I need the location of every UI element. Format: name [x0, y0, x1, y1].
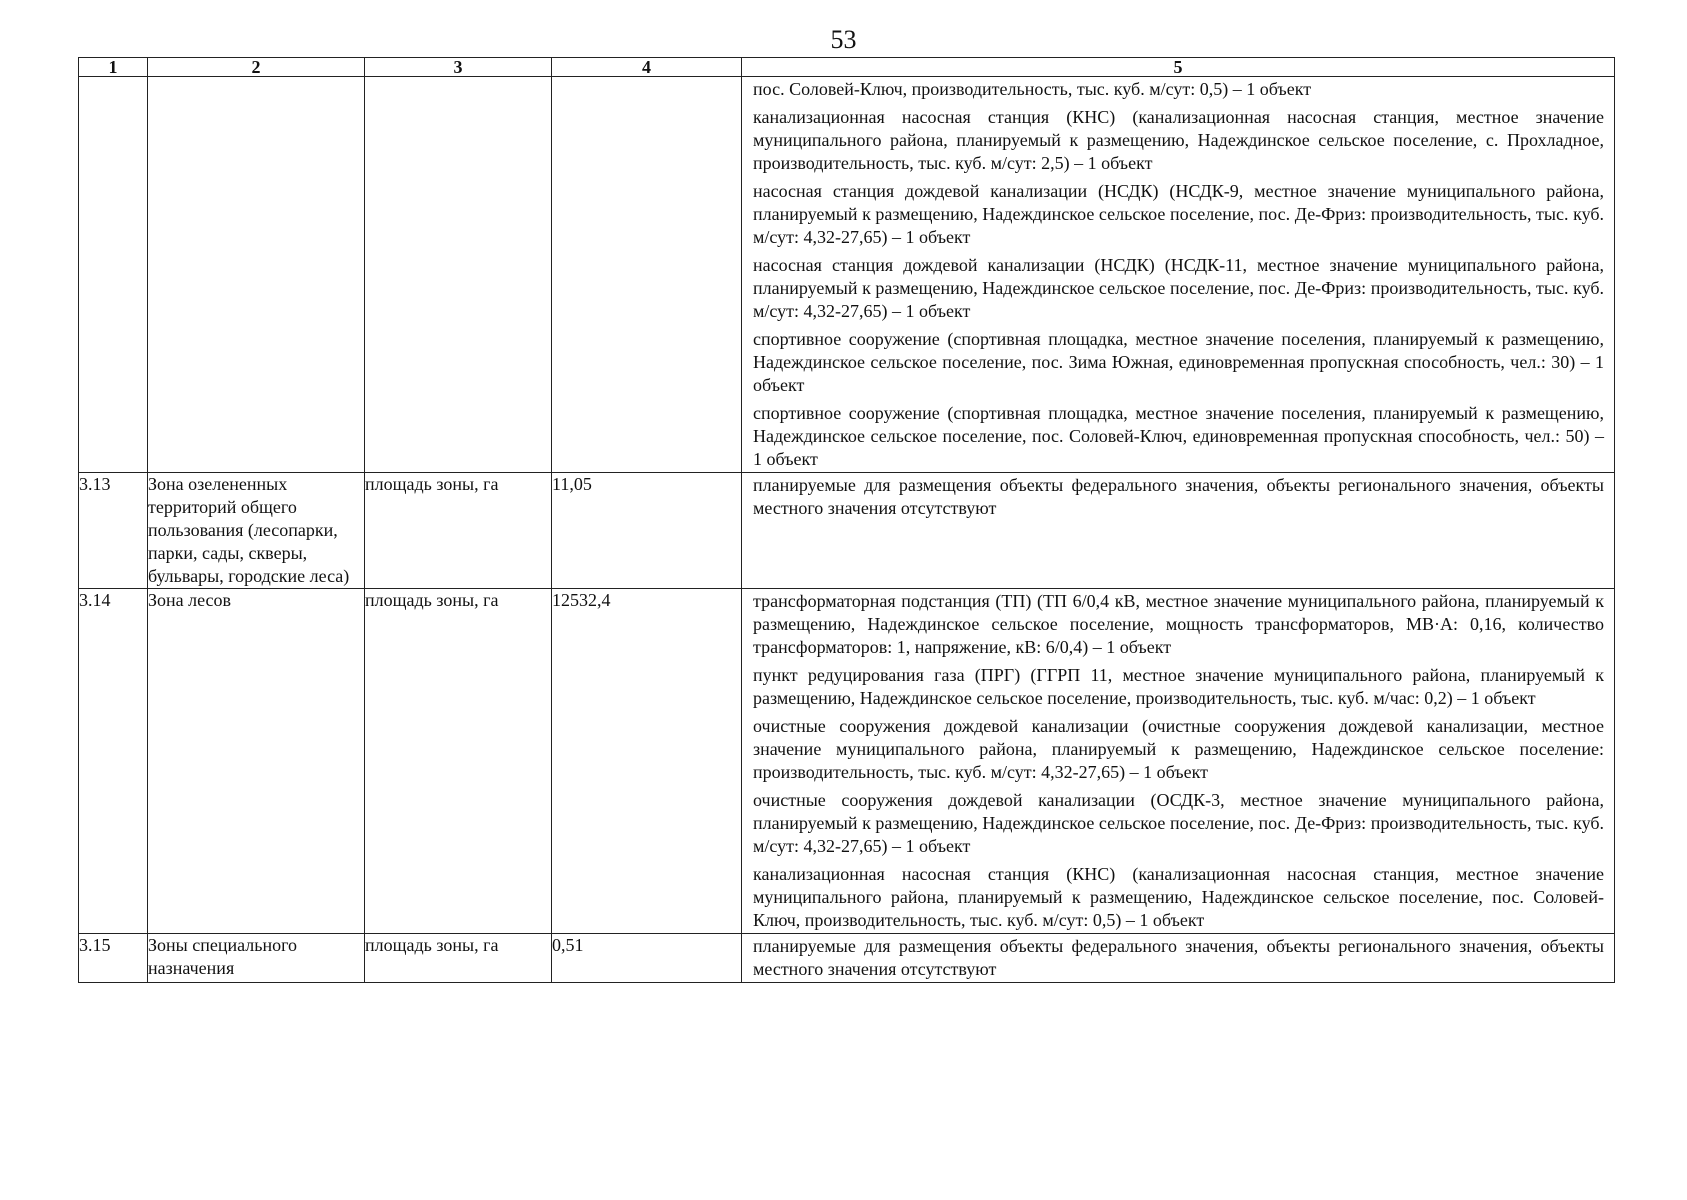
object-entry: трансформаторная подстанция (ТП) (ТП 6/0,4 кВ, местное значение муниципального района, планируемый к размещению, Надеждинское сельское поселение, мощность трансформаторов, МВ·А: 0,16, количество трансформаторов: 1, напряжение, кВ: 6/0,4) – 1 объект — [753, 591, 1604, 657]
object-entry: очистные сооружения дождевой канализации (очистные сооружения дождевой канализации, местное значение муниципального района, планируемый к размещению, Надеждинское сельское поселение: производительность, тыс. куб. м/сут: 4,32-27,65) – 1 объект — [753, 716, 1604, 782]
column-header-4: 4 — [552, 58, 742, 77]
object-entry: спортивное сооружение (спортивная площадка, местное значение поселения, планируемый к размещению, Надеждинское сельское поселение, пос. Соловей-Ключ, единовременная пропускная способность, чел.: 50) – 1 объект — [753, 403, 1604, 469]
value-cell: 12532,4 — [552, 589, 742, 934]
objects-cell — [742, 934, 1615, 983]
object-entry: пункт редуцирования газа (ПРГ) (ГГРП 11, местное значение муниципального района, планируемый к размещению, Надеждинское сельское поселение, производительность, тыс. куб. м/час: 0,2) – 1 объект — [753, 665, 1604, 708]
row-number-cell: 3.15 — [79, 934, 148, 983]
object-entry: канализационная насосная станция (КНС) (канализационная насосная станция, местное значение муниципального района, планируемый к размещению, Надеждинское сельское поселение, пос. Соловей-Ключ, производительность, тыс. куб. м/сут: 0,5) – 1 объект — [753, 864, 1604, 930]
column-header-5: 5 — [742, 58, 1615, 77]
objects-cell — [742, 77, 1615, 473]
object-entry: канализационная насосная станция (КНС) (канализационная насосная станция, местное значение муниципального района, планируемый к размещению, Надеждинское сельское поселение, с. Прохладное, производительность, тыс. куб. м/сут: 2,5) – 1 объект — [753, 107, 1604, 173]
parameter-cell: площадь зоны, га — [365, 934, 552, 983]
zone-name-cell: Зоны специального назначения — [148, 934, 365, 983]
parameter-cell: площадь зоны, га — [365, 589, 552, 934]
value-cell — [552, 77, 742, 473]
object-entry: планируемые для размещения объекты федерального значения, объекты регионального значения, объекты местного значения отсутствуют — [753, 936, 1604, 979]
table-row — [79, 589, 1615, 934]
object-entry: спортивное сооружение (спортивная площадка, местное значение поселения, планируемый к размещению, Надеждинское сельское поселение, пос. Зима Южная, единовременная пропускная способность, чел.: 30) – 1 объект — [753, 329, 1604, 395]
row-number-cell: 3.13 — [79, 473, 148, 589]
row-number-cell: 3.14 — [79, 589, 148, 934]
header-row — [79, 58, 1615, 77]
column-header-3: 3 — [365, 58, 552, 77]
object-entry: пос. Соловей-Ключ, производительность, тыс. куб. м/сут: 0,5) – 1 объект — [753, 79, 1312, 99]
table-row — [79, 77, 1615, 473]
value-cell: 11,05 — [552, 473, 742, 589]
row-number-cell — [79, 77, 148, 473]
parameter-cell: площадь зоны, га — [365, 473, 552, 589]
object-entry: насосная станция дождевой канализации (НСДК) (НСДК-11, местное значение муниципального района, планируемый к размещению, Надеждинское сельское поселение, пос. Де-Фриз: производительность, тыс. куб. м/сут: 4,32-27,65) – 1 объект — [753, 255, 1604, 321]
zone-name-cell: Зона лесов — [148, 589, 365, 934]
zone-name-cell: Зона озелененных территорий общего пользования (лесопарки, парки, сады, скверы, бульвары, городские леса) — [148, 473, 365, 589]
object-entry: планируемые для размещения объекты федерального значения, объекты регионального значения, объекты местного значения отсутствуют — [753, 475, 1604, 518]
table-row — [79, 934, 1615, 983]
table-row — [79, 473, 1615, 589]
zones-table — [78, 57, 1615, 983]
page-number: 53 — [830, 25, 857, 54]
value-cell: 0,51 — [552, 934, 742, 983]
parameter-cell — [365, 77, 552, 473]
objects-cell — [742, 473, 1615, 589]
object-entry: насосная станция дождевой канализации (НСДК) (НСДК-9, местное значение муниципального района, планируемый к размещению, Надеждинское сельское поселение, пос. Де-Фриз: производительность, тыс. куб. м/сут: 4,32-27,65) – 1 объект — [753, 181, 1604, 247]
column-header-1: 1 — [79, 58, 148, 77]
column-header-2: 2 — [148, 58, 365, 77]
zone-name-cell — [148, 77, 365, 473]
object-entry: очистные сооружения дождевой канализации (ОСДК-3, местное значение муниципального района, планируемый к размещению, Надеждинское сельское поселение, пос. Де-Фриз: производительность, тыс. куб. м/сут: 4,32-27,65) – 1 объект — [753, 790, 1604, 856]
objects-cell — [742, 589, 1615, 934]
